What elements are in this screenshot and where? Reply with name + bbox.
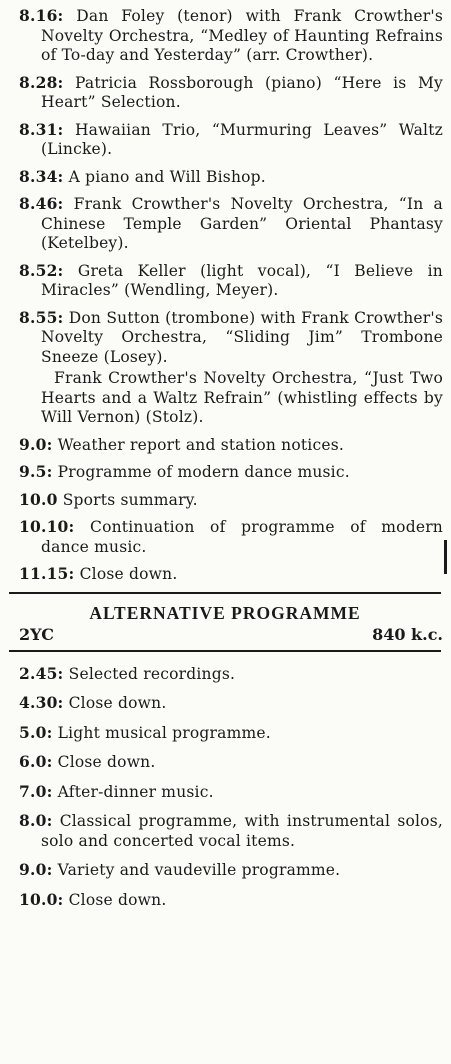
- entry-text: Programme of modern dance music.: [57, 463, 350, 481]
- alternative-programme-heading: ALTERNATIVE PROGRAMME: [89, 602, 361, 623]
- entry-time: 10.10:: [19, 517, 75, 536]
- programme-entry: [19, 194, 443, 254]
- entry-text: Light musical programme.: [57, 723, 271, 742]
- entry-time: 5.0:: [19, 722, 53, 742]
- entry-text: Close down.: [79, 565, 178, 583]
- station-callsign: 2YC: [19, 624, 55, 644]
- entry-text: Close down.: [57, 753, 156, 771]
- entry-text: Weather report and station notices.: [57, 435, 345, 454]
- programme-entry: [19, 462, 443, 483]
- entry-time: 9.5:: [19, 462, 53, 481]
- entry-time: 8.52:: [19, 260, 64, 280]
- section-divider: [9, 592, 441, 594]
- programme-entry: [19, 752, 443, 773]
- entry-time: 8.55:: [19, 307, 64, 327]
- programme-entry: [19, 693, 443, 714]
- entry-text: A piano and Will Bishop.: [68, 167, 266, 186]
- entry-time: 8.34:: [19, 166, 64, 186]
- entry-text: Close down.: [68, 694, 167, 712]
- station-divider: [9, 650, 441, 652]
- column-edge-mark: [444, 540, 447, 574]
- entry-time: 8.0:: [19, 811, 53, 830]
- entry-text: Hawaiian Trio, “Murmuring Leaves” Waltz (Lincke).: [41, 120, 443, 158]
- entry-text: Variety and vaudeville programme.: [57, 861, 341, 879]
- programme-entry: [19, 435, 443, 456]
- entry-time: 10.0:: [19, 889, 64, 909]
- entry-text: Classical programme, with instrumental solos, solo and concerted vocal items.: [41, 812, 443, 850]
- programme-entry: [19, 167, 443, 188]
- alternative-programme-list: [19, 664, 443, 911]
- entry-text: Close down.: [68, 890, 167, 909]
- station-line: [19, 624, 443, 646]
- programme-entry: [19, 782, 443, 803]
- entry-text: Patricia Rossborough (piano) “Here is My Heart” Selection.: [41, 73, 443, 111]
- programme-entry: [19, 6, 443, 66]
- entry-text: Frank Crowther's Novelty Orchestra, “Just Two Hearts and a Waltz Refrain” (whistling effects by Will Vernon) (Stolz).: [41, 369, 443, 426]
- programme-entry: [19, 860, 443, 881]
- programme-entry: [19, 723, 443, 744]
- programme-entry: [19, 890, 443, 911]
- entry-time: 9.0:: [19, 860, 53, 879]
- programme-entry: [19, 261, 443, 301]
- entry-text: Selected recordings.: [68, 664, 236, 683]
- programme-entry: [19, 811, 443, 851]
- entry-text: After-dinner music.: [57, 782, 214, 801]
- programme-entry: [19, 564, 443, 585]
- entry-text: Don Sutton (trombone) with Frank Crowther's Novelty Orchestra, “Sliding Jim” Trombone Sneeze (Losey).: [41, 308, 443, 366]
- programme-entry: [19, 73, 443, 113]
- entry-time: 7.0:: [19, 781, 53, 801]
- programme-entry: [19, 308, 443, 368]
- station-frequency: 840 k.c.: [372, 624, 443, 644]
- entry-time: 8.31:: [19, 119, 64, 139]
- main-programme-list: [19, 6, 443, 585]
- entry-text: Sports summary.: [62, 490, 198, 509]
- programme-entry: [19, 664, 443, 685]
- entry-time: 10.0: [19, 489, 58, 509]
- entry-time: 4.30:: [19, 693, 64, 712]
- entry-text: Frank Crowther's Novelty Orchestra, “In a Chinese Temple Garden” Oriental Phantasy (Ketelbey).: [41, 195, 443, 252]
- entry-time: 8.16:: [19, 6, 64, 25]
- entry-text: Dan Foley (tenor) with Frank Crowther's Novelty Orchestra, “Medley of Haunting Refrains of To-day and Yesterday” (arr. Crowther).: [41, 7, 443, 64]
- programme-entry: [19, 120, 443, 160]
- entry-time: 8.28:: [19, 72, 64, 92]
- entry-time: 9.0:: [19, 434, 53, 454]
- entry-time: 6.0:: [19, 752, 53, 771]
- programme-entry: [19, 490, 443, 511]
- programme-entry: [19, 517, 443, 557]
- entry-time: 2.45:: [19, 663, 64, 683]
- entry-time: 8.46:: [19, 194, 64, 213]
- entry-text: Continuation of programme of modern dance music.: [41, 518, 443, 556]
- programme-entry-continuation: [19, 368, 443, 428]
- entry-text: Greta Keller (light vocal), “I Believe in Miracles” (Wendling, Meyer).: [41, 261, 443, 299]
- entry-time: 11.15:: [19, 564, 75, 583]
- programme-column: [19, 6, 443, 919]
